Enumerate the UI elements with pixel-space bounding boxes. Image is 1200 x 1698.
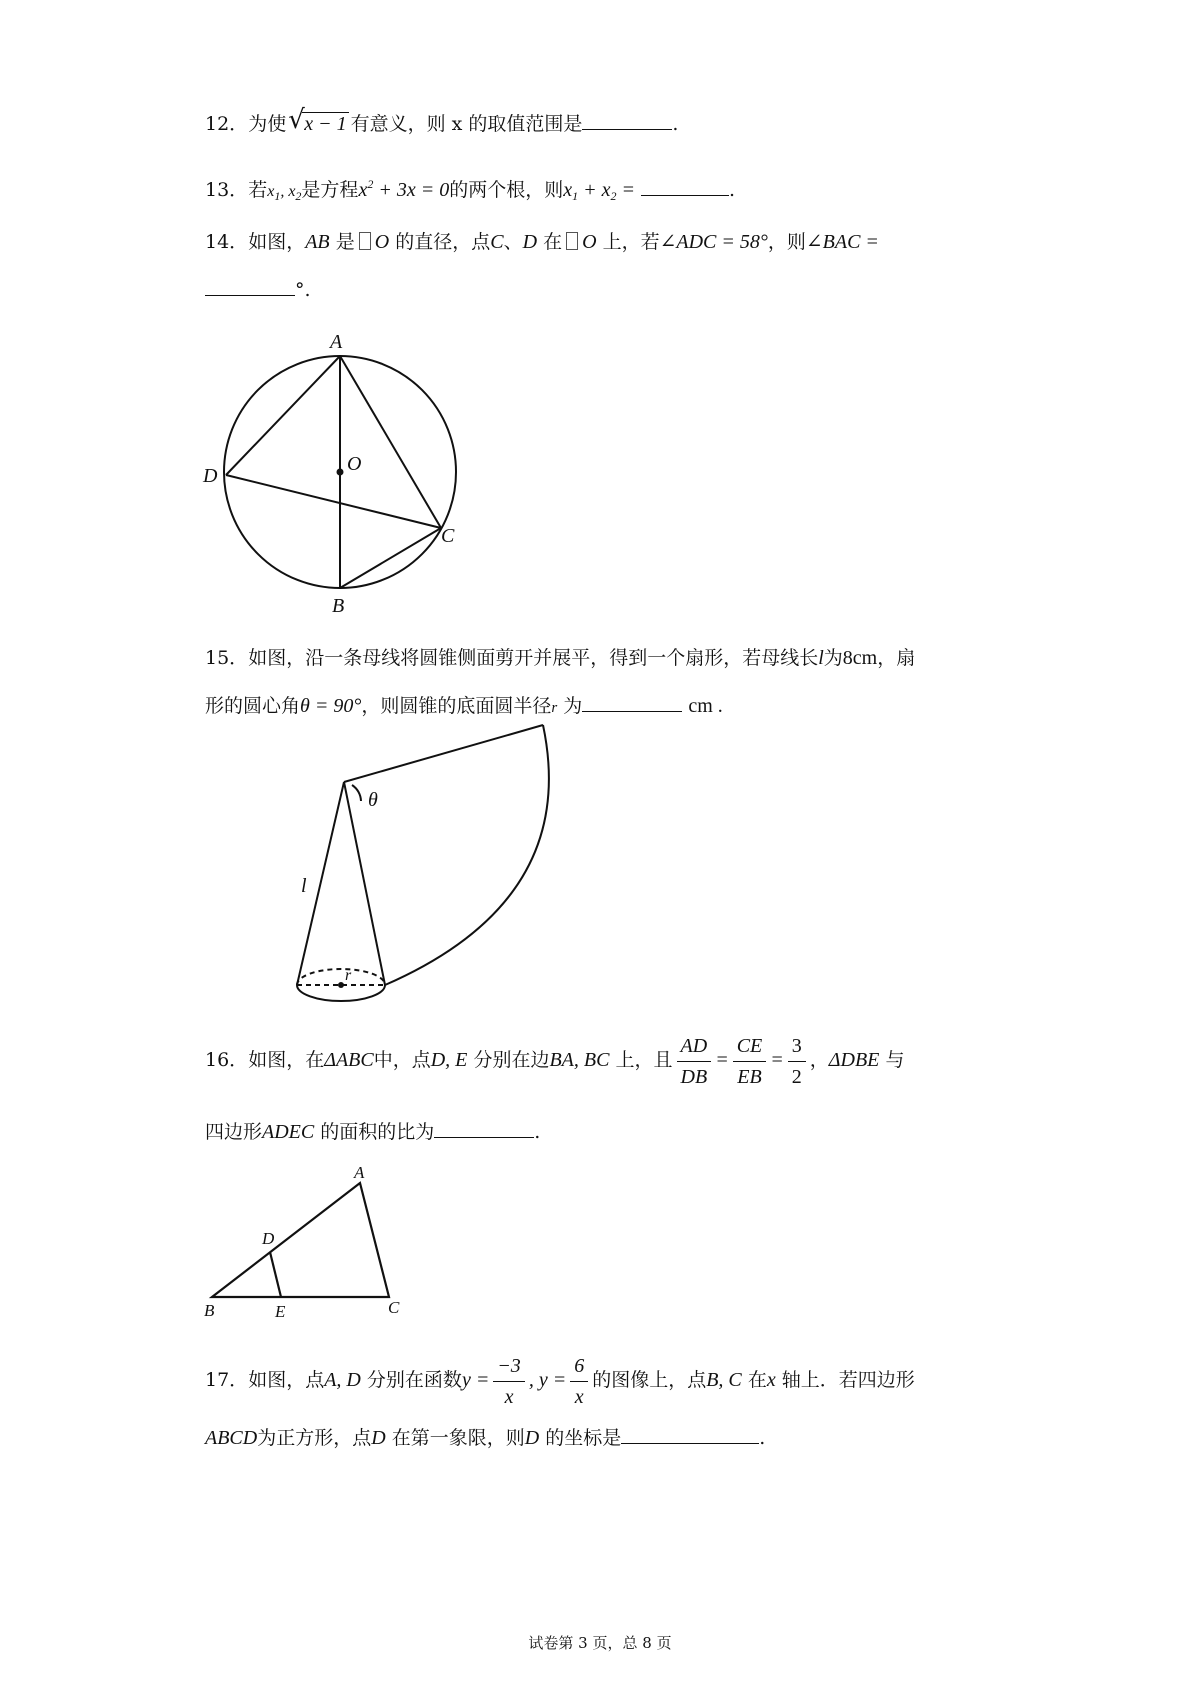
cone-right-edge <box>344 782 385 985</box>
fraction-neg3-x: $\frac{-3}{x}$ <box>493 1351 525 1412</box>
question-13: 13．若$x_1$, $x_2$是方程$x^2 + 3x = 0$的两个根，则$x_1 + x_2$ = . <box>205 177 736 203</box>
question-17: 17．如图，点A, D 分别在函数y = $\frac{-3}{x}$ , y = $\frac{6}{x}$ 的图像上，点B, C 在x 轴上．若四边形 <box>205 1350 915 1412</box>
fraction-6-x: $\frac{6}{x}$ <box>570 1351 588 1412</box>
question-17-line2: ABCD为正方形，点D 在第一象限，则D 的坐标是 . <box>205 1427 766 1449</box>
segment-ad <box>226 356 340 475</box>
fraction-ad-db: $\frac{AD}{DB}$ <box>677 1031 712 1092</box>
fraction-3-2: $\frac{3}{2}$ <box>788 1031 806 1092</box>
sector-radius-top <box>344 725 543 782</box>
cone-base-center <box>338 982 344 988</box>
roots-x1-x2: $x_1$, $x_2$ <box>267 183 302 203</box>
sum-expression: $x_1 + x_2$ = <box>563 179 635 203</box>
label-a: A <box>330 331 343 353</box>
label-e: E <box>275 1302 286 1321</box>
question-14: 14．如图，AB 是 O 的直径，点C、D 在 O 上，若∠ADC = 58°，则∠BAC = <box>205 231 879 253</box>
question-16: 16．如图，在ΔABC中，点D, E 分别在边BA, BC 上，且 $\frac{AD}{DB}$ = $\frac{CE}{EB}$ = $\frac{3}{2}$ ，ΔDBE 与 <box>205 1030 904 1092</box>
figure-q16-triangle <box>212 1183 389 1297</box>
segment-de <box>270 1252 281 1297</box>
triangle-abc <box>212 1183 389 1297</box>
question-12: 12．为使 √ x − 1 有意义，则 x 的取值范围是 . <box>205 110 678 138</box>
question-15: 15．如图，沿一条母线将圆锥侧面剪开并展平，得到一个扇形，若母线长l为8cm，扇 <box>205 647 916 669</box>
segment-bc <box>340 528 441 588</box>
angle-theta-arc <box>352 785 361 801</box>
center-o-point <box>337 469 344 476</box>
page-footer: 试卷第 3 页，总 8 页 <box>528 1634 672 1652</box>
label-l: l <box>301 875 307 897</box>
question-16-line2: 四边形ADEC 的面积的比为 . <box>205 1121 541 1143</box>
label-r: r <box>345 967 352 984</box>
segment-dc <box>226 475 441 528</box>
question-14-answer-line: °. <box>205 276 311 304</box>
label-c: C <box>388 1298 400 1317</box>
equation: $x^2 + 3x = 0$ <box>358 177 450 201</box>
label-c: C <box>441 525 455 547</box>
label-b: B <box>332 595 345 617</box>
label-d: D <box>262 1229 275 1248</box>
label-d: D <box>203 465 218 487</box>
label-b: B <box>204 1301 215 1320</box>
segment-ac <box>340 356 441 528</box>
question-15-line2: 形的圆心角θ = 90°，则圆锥的底面圆半径r 为 cm . <box>205 695 723 717</box>
fraction-ce-eb: $\frac{CE}{EB}$ <box>733 1031 767 1092</box>
figure-q15-cone-sector <box>297 725 549 1001</box>
label-o: O <box>347 453 362 475</box>
sqrt-expression: √ x − 1 <box>288 105 347 135</box>
label-theta: θ <box>368 789 378 811</box>
label-a: A <box>354 1163 365 1182</box>
